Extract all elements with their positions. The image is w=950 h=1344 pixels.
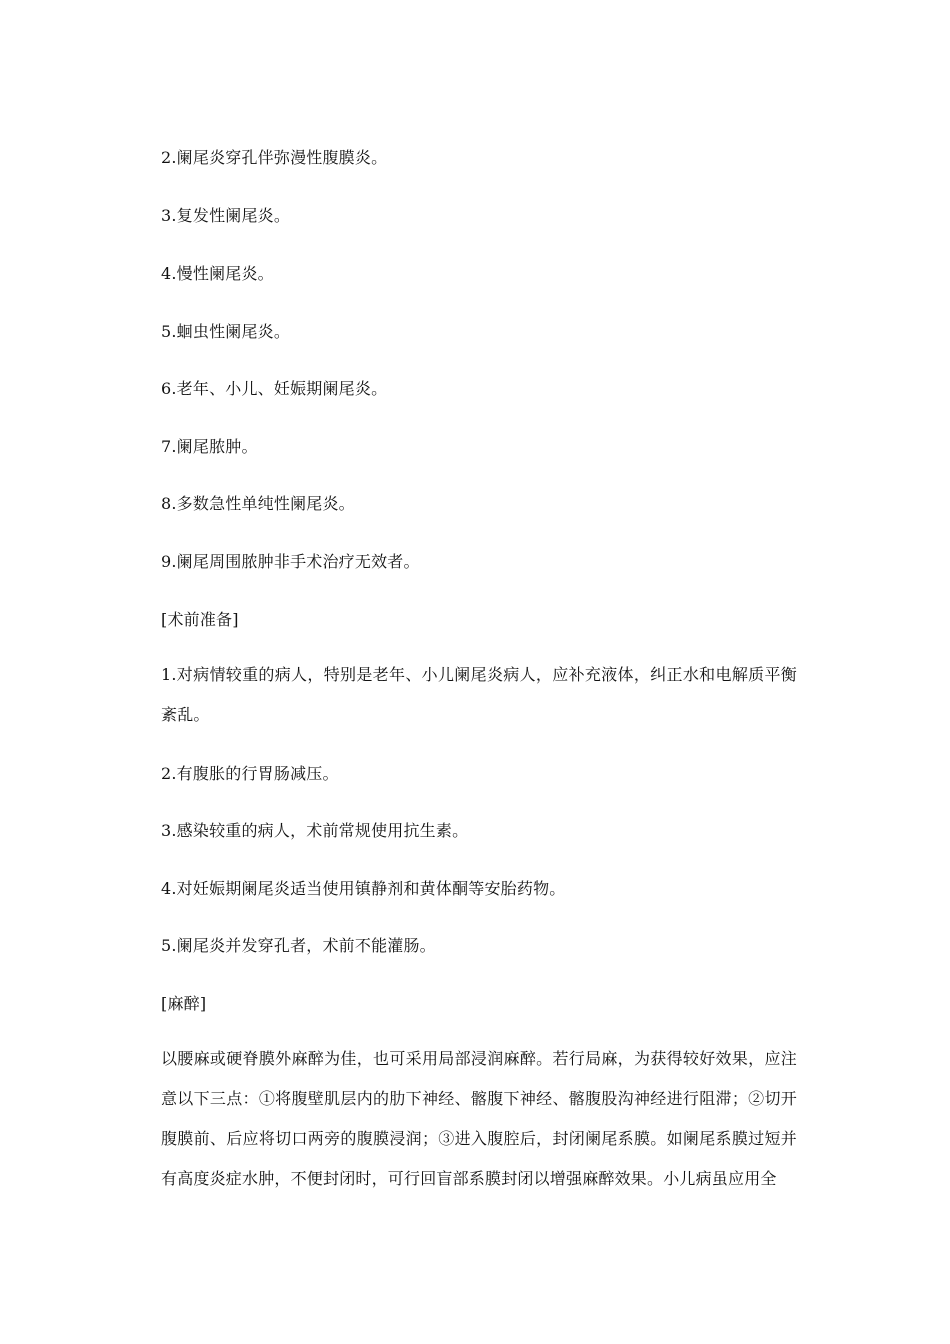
indication-item-9: 9.阑尾周围脓肿非手术治疗无效者。 [161, 552, 420, 571]
preop-item-4: 4.对妊娠期阑尾炎适当使用镇静剂和黄体酮等安胎药物。 [161, 879, 566, 898]
indication-item-7: 7.阑尾脓肿。 [161, 437, 258, 456]
section-heading-preop: [术前准备] [161, 610, 239, 629]
indication-item-5: 5.蛔虫性阑尾炎。 [161, 322, 291, 341]
indication-item-8: 8.多数急性单纯性阑尾炎。 [161, 494, 355, 513]
section-heading-anesthesia: [麻醉] [161, 994, 207, 1013]
indication-item-3: 3.复发性阑尾炎。 [161, 206, 291, 225]
indication-item-6: 6.老年、小儿、妊娠期阑尾炎。 [161, 379, 388, 398]
preop-item-5: 5.阑尾炎并发穿孔者，术前不能灌肠。 [161, 936, 436, 955]
indication-item-2: 2.阑尾炎穿孔伴弥漫性腹膜炎。 [161, 148, 388, 167]
preop-item-3: 3.感染较重的病人，术前常规使用抗生素。 [161, 821, 469, 840]
anesthesia-paragraph: 以腰麻或硬脊膜外麻醉为佳，也可采用局部浸润麻醉。若行局麻，为获得较好效果，应注意以下三点：①将腹壁肌层内的肋下神经、髂腹下神经、髂腹股沟神经进行阻滞；②切开腹膜前、后应将切口两旁的腹膜浸润；③进入腹腔后，封闭阑尾系膜。如阑尾系膜过短并有高度炎症水肿，不便封闭时，可行回盲部系膜封闭以增强麻醉效果。小儿病虽应用全 [161, 1049, 797, 1188]
preop-item-1: 1.对病情较重的病人，特别是老年、小儿阑尾炎病人，应补充液体，纠正水和电解质平衡紊乱。 [161, 665, 797, 724]
preop-item-2: 2.有腹胀的行胃肠减压。 [161, 764, 339, 783]
indication-item-4: 4.慢性阑尾炎。 [161, 264, 274, 283]
